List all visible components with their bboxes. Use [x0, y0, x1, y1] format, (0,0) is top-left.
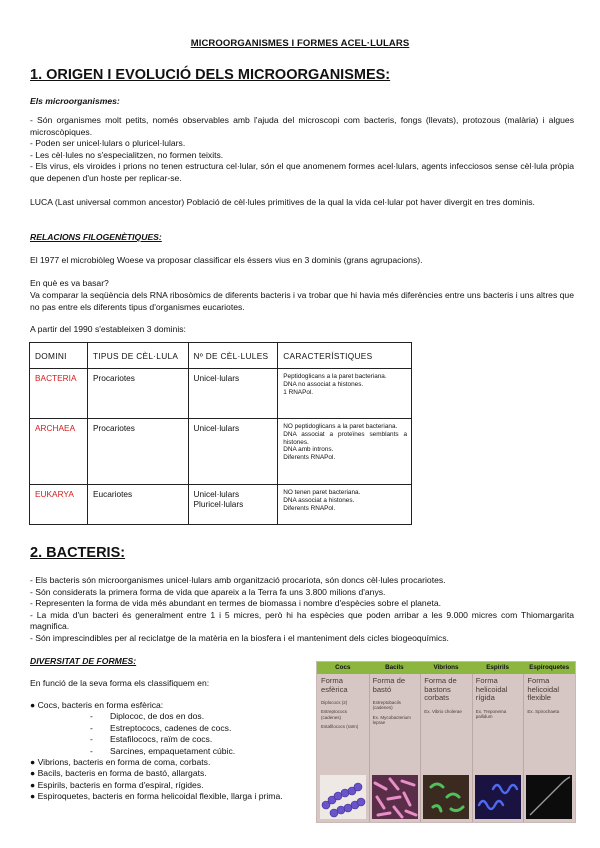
- relations-subheading: RELACIONS FILOGENÈTIQUES:: [30, 232, 162, 242]
- table-header-row: [30, 343, 412, 369]
- list-item: ● Espiroquetes, bacteris en forma helicoidal flexible, llarga i prima.: [30, 791, 283, 802]
- three-domains-line: A partir del 1990 s'estableixen 3 dominis:: [30, 324, 186, 334]
- list-item: - Estafilococs, raïm de cocs.: [30, 734, 308, 745]
- figure-column-bacils: Bacils Forma de bastó Estreptobacils (cadenes) Ex. Mycobacterium leprae: [369, 662, 421, 822]
- document-title: MICROORGANISMES I FORMES ACEL·LULARS: [190, 38, 410, 49]
- list-item: ● Cocs, bacteris en forma esfèrica:: [30, 700, 164, 710]
- list-item: - La mida d'un bacteri és generalment entre 1 i 5 micres, però hi ha espècies que poden arribar a les 9.000 micres com Thiomargarita magnifica.: [30, 609, 574, 631]
- answer-paragraph: Va comparar la seqüència dels RNA ribosòmics de diferents bacteris i va trobar que hi havia més diferències entre uns bacteris i uns altres que no pas entre els diferents tipus d'organismes eucariotes.: [30, 290, 574, 312]
- figure-column-vibrions: Vibrions Forma de bastons corbats Ex. Vibrio cholerae: [420, 662, 472, 822]
- traits-cell: NO peptidoglicans a la paret bacteriana. DNA associat a proteïnes semblants a histones. DNA amb introns. Diferents RNAPol.: [278, 419, 412, 485]
- list-item: - Estreptococs, cadenes de cocs.: [30, 723, 308, 734]
- bacteria-shapes-figure: [316, 661, 576, 823]
- list-item: - Les cèl·lules no s'especialitzen, no formen teixits.: [30, 149, 224, 160]
- vibrio-photo: [423, 775, 469, 819]
- cocci-photo: [320, 775, 366, 819]
- question-line: En què es va basar?: [30, 278, 109, 288]
- table-row: [30, 485, 412, 525]
- cell-count-cell: Unicel·lulars Pluricel·lulars: [188, 485, 278, 525]
- list-item: - Els bacteris són microorganismes unicel·lulars amb organització procariota, són doncs cèl·lules procariotes.: [30, 575, 446, 585]
- spirilla-photo: [475, 775, 521, 819]
- domain-cell: ARCHAEA: [30, 419, 88, 485]
- figure-column-espirils: Espirils Forma helicoidal rígida Ex. Treponema pallidum: [472, 662, 524, 822]
- bacilli-photo: [372, 775, 418, 819]
- list-item: - Representen la forma de vida més abundant en termes de biomassa i nombre d'espècies sobre el planeta.: [30, 598, 442, 608]
- cell-count-cell: Unicel·lulars: [188, 369, 278, 419]
- table-header: TIPUS DE CÈL·LULA: [87, 343, 188, 369]
- list-item: - Són considerats la primera forma de vida que apareix a la Terra fa uns 3.800 milions d'anys.: [30, 586, 386, 597]
- cell-count-cell: Unicel·lulars: [188, 419, 278, 485]
- domains-table: [29, 342, 412, 525]
- bacteria-list: [30, 575, 574, 644]
- list-item: ● Bacils, bacteris en forma de bastó, allargats.: [30, 768, 207, 779]
- cell-type-cell: Eucariotes: [87, 485, 188, 525]
- table-row: [30, 419, 412, 485]
- microorganisms-subheading: Els microorganismes:: [30, 96, 120, 106]
- section-2-heading: 2. BACTERIS:: [30, 545, 126, 561]
- cell-type-cell: Procariotes: [87, 369, 188, 419]
- spirochete-photo: [526, 775, 572, 819]
- figure-column-espiroquetes: Espiroquetes Forma helicoidal flexible Ex. Spirochaeta: [523, 662, 575, 822]
- luca-paragraph: LUCA (Last universal common ancestor) Població de cèl·lules primitives de la qual la vida cel·lular pot haver divergit en tres dominis.: [30, 197, 535, 207]
- list-item: - Els virus, els viroides i prions no tenen estructura cel·lular, són el que anomenem formes acel·lulars, agents infecciosos sense cèl·lula pròpia que depenen d'un hoste per replicar-se.: [30, 161, 574, 183]
- figure-column-cocs: Cocs Forma esfèrica Diplococs (2) Estreptococs (cadenes) Estafilococs (raïm): [317, 662, 369, 822]
- cell-type-cell: Procariotes: [87, 419, 188, 485]
- domain-cell: BACTERIA: [30, 369, 88, 419]
- list-item: ● Vibrions, bacteris en forma de coma, corbats.: [30, 757, 211, 768]
- section-1-heading: 1. ORIGEN I EVOLUCIÓ DELS MICROORGANISMES:: [30, 67, 391, 83]
- list-item: - Poden ser unicel·lulars o pluricel·lulars.: [30, 138, 186, 148]
- microorganisms-list: [30, 115, 574, 184]
- diversity-subheading: DIVERSITAT DE FORMES:: [30, 656, 137, 666]
- table-header: DOMINI: [30, 343, 88, 369]
- traits-cell: NO tenen paret bacteriana. DNA associat a histones. Diferents RNAPol.: [278, 485, 412, 525]
- table-header: CARACTERÍSTIQUES: [278, 343, 412, 369]
- domain-cell: EUKARYA: [30, 485, 88, 525]
- table-row: [30, 369, 412, 419]
- list-item: ● Espirils, bacteris en forma d'espiral, rígides.: [30, 779, 204, 790]
- table-header: Nº DE CÈL·LULES: [188, 343, 278, 369]
- list-item: - Diplococ, de dos en dos.: [30, 711, 308, 722]
- shape-bullet-list: [30, 700, 308, 803]
- list-item: - Són organismes molt petits, només observables amb l'ajuda del microscopi com bacteris, fongs (llevats), protozous (malària) i algues microscòpiques.: [30, 115, 574, 137]
- list-item: - Sarcines, empaquetament cúbic.: [30, 746, 308, 757]
- woese-paragraph: El 1977 el microbiòleg Woese va proposar classificar els éssers vius en 3 dominis (grans agrupacions).: [30, 255, 423, 265]
- traits-cell: Peptidoglicans a la paret bacteriana. DNA no associat a histones. 1 RNAPol.: [278, 369, 412, 419]
- list-item: - Són imprescindibles per al reciclatge de la matèria en la biosfera i el manteniment dels cicles biogeoquímics.: [30, 632, 449, 643]
- classification-intro: En funció de la seva forma els classifiquem en:: [30, 678, 210, 688]
